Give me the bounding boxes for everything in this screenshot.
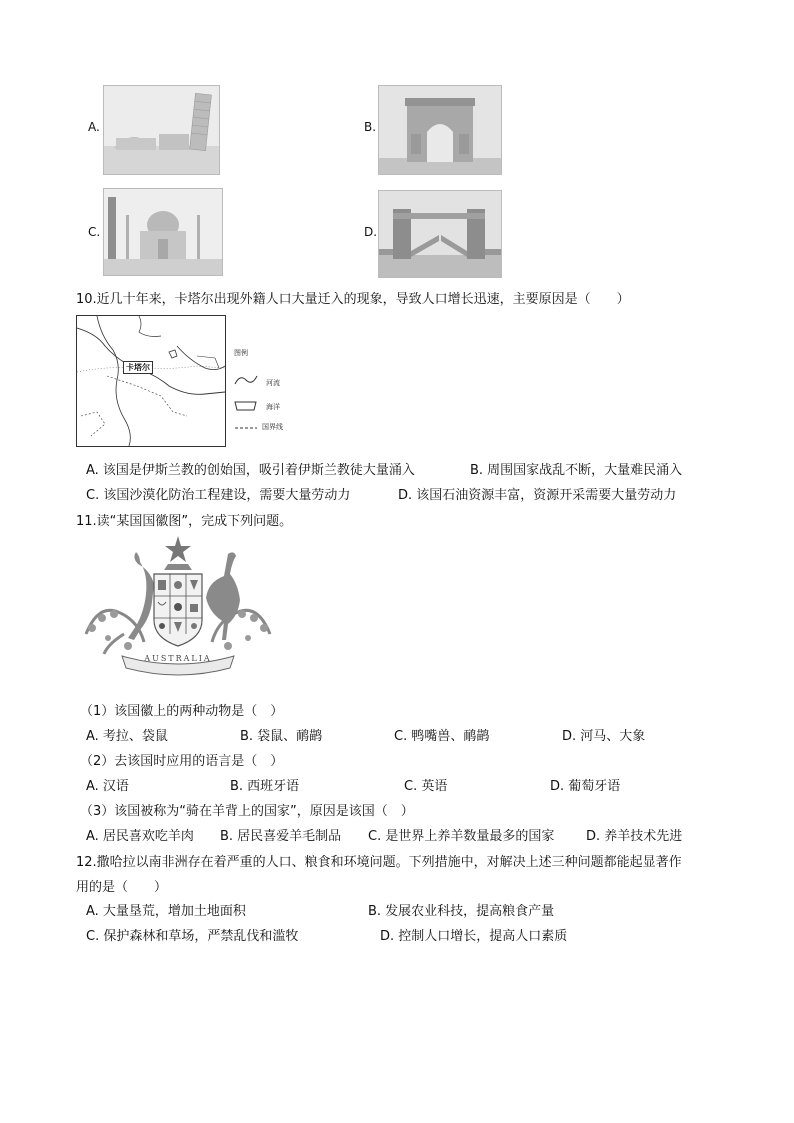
q12-option-a[interactable]: A. 大量垦荒，增加土地面积	[86, 904, 246, 919]
qatar-map	[76, 315, 226, 447]
map-legend	[234, 348, 294, 438]
q11-sub1-option-b[interactable]: B. 袋鼠、鸸鹋	[240, 729, 323, 744]
q11-sub1-option-d[interactable]: D. 河马、大象	[562, 729, 646, 744]
q11-sub3-option-c[interactable]: C. 是世界上养羊数量最多的国家	[368, 829, 555, 844]
river-symbol-icon	[234, 374, 258, 386]
qatar-label: 卡塔尔	[123, 361, 153, 374]
q10-option-d[interactable]: D. 该国石油资源丰富，资源开采需要大量劳动力	[398, 488, 677, 503]
q10-option-a[interactable]: A. 该国是伊斯兰教的创始国，吸引着伊斯兰教徒大量涌入	[86, 463, 415, 478]
q11-sub3-option-d[interactable]: D. 养羊技术先进	[586, 829, 683, 844]
q12-option-b[interactable]: B. 发展农业科技，提高粮食产量	[368, 904, 555, 919]
tower-bridge-photo	[378, 190, 502, 278]
taj-mahal-photo	[103, 188, 223, 276]
q11-sub1-option-c[interactable]: C. 鸭嘴兽、鸸鹋	[394, 729, 490, 744]
border-symbol-icon	[234, 424, 258, 432]
option-c-letter: C.	[88, 225, 101, 239]
leaning-tower-photo	[103, 85, 220, 175]
q11-sub3-option-b[interactable]: B. 居民喜爱羊毛制品	[220, 829, 342, 844]
coat-of-arms-image	[78, 534, 278, 689]
option-d-letter: D.	[364, 225, 378, 239]
legend-title: 图例	[234, 349, 248, 357]
question-10-stem: 10.近几十年来，卡塔尔出现外籍人口大量迁入的现象，导致人口增长迅速，主要原因是（ ）	[76, 292, 630, 307]
q11-sub2-option-a[interactable]: A. 汉语	[86, 779, 129, 794]
question-11-stem: 11.读“某国国徽图”，完成下列问题。	[76, 514, 293, 529]
legend-ocean: 海洋	[266, 403, 280, 411]
emblem-scroll-text: AUSTRALIA	[144, 654, 212, 663]
q11-sub1-option-a[interactable]: A. 考拉、袋鼠	[86, 729, 168, 744]
q11-sub2-option-d[interactable]: D. 葡萄牙语	[550, 779, 621, 794]
arc-de-triomphe-photo	[378, 85, 502, 175]
question-12-stem-line2: 用的是（ ）	[76, 880, 168, 895]
legend-border: 国界线	[262, 423, 283, 431]
ocean-symbol-icon	[234, 400, 258, 412]
q11-sub3-stem: （3）该国被称为“骑在羊背上的国家”，原因是该国（ ）	[80, 804, 414, 819]
q12-option-d[interactable]: D. 控制人口增长，提高人口素质	[380, 929, 568, 944]
q11-sub3-option-a[interactable]: A. 居民喜欢吃羊肉	[86, 829, 194, 844]
option-b-letter: B.	[364, 120, 377, 134]
q11-sub1-stem: （1）该国徽上的两种动物是（ ）	[80, 704, 284, 719]
option-a-letter: A.	[88, 120, 100, 134]
q11-sub2-option-b[interactable]: B. 西班牙语	[230, 779, 300, 794]
q11-sub2-option-c[interactable]: C. 英语	[404, 779, 448, 794]
question-12-stem-line1: 12.撒哈拉以南非洲存在着严重的人口、粮食和环境问题。下列措施中，对解决上述三种问题都能起显著作	[76, 855, 682, 870]
q11-sub2-stem: （2）去该国时应用的语言是（ ）	[80, 754, 284, 769]
q10-option-b[interactable]: B. 周围国家战乱不断，大量难民涌入	[470, 463, 683, 478]
q10-option-c[interactable]: C. 该国沙漠化防治工程建设，需要大量劳动力	[86, 488, 351, 503]
q12-option-c[interactable]: C. 保护森林和草场，严禁乱伐和滥牧	[86, 929, 299, 944]
legend-river: 河流	[266, 379, 280, 387]
star-icon	[165, 536, 191, 562]
